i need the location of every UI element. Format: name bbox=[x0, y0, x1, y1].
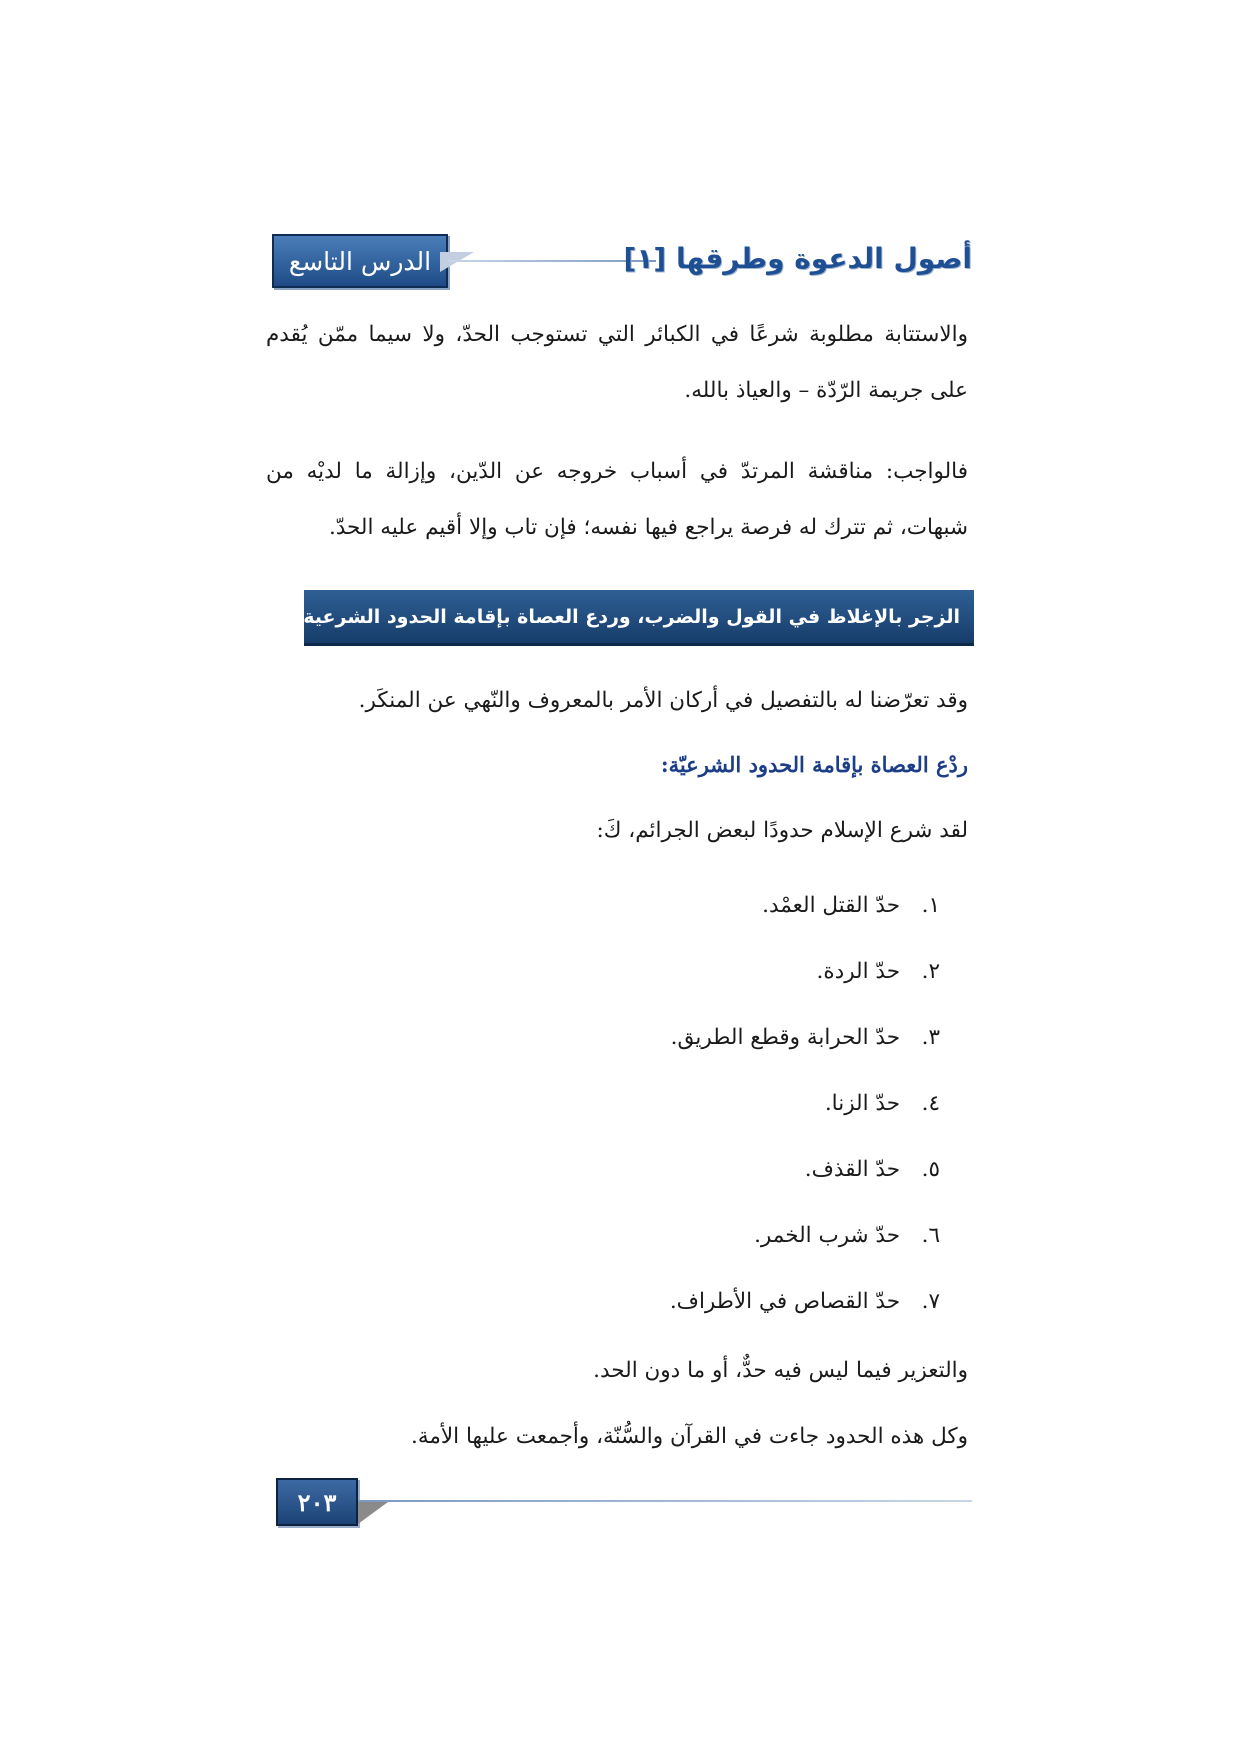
list-text: حدّ الزنا. bbox=[824, 1091, 900, 1116]
list-number: ٧. bbox=[921, 1289, 940, 1314]
list-text: حدّ القصاص في الأطراف. bbox=[669, 1289, 900, 1314]
paragraph-wajib: فالواجب: مناقشة المرتدّ في أسباب خروجه عن الدّين، وإزالة ما لديْه من شبهات، ثم تترك له فرصة يراجع فيها نفسه؛ فإن تاب وإلا أقيم عليه الحدّ. bbox=[266, 459, 968, 540]
page-number: ٢٠٣ bbox=[276, 1478, 358, 1526]
section-banner: الزجر بالإغلاظ في القول والضرب، وردع العصاة بإقامة الحدود الشرعية bbox=[304, 590, 974, 646]
paragraph-istitaba: والاستتابة مطلوبة شرعًا في الكبائر التي تستوجب الحدّ، ولا سيما ممّن يُقدم على جريمة الرّدّة – والعياذ بالله. bbox=[266, 322, 968, 403]
list-item bbox=[340, 1150, 940, 1216]
book-title: أصول الدعوة وطرقها [١] bbox=[623, 242, 972, 275]
list-item bbox=[340, 952, 940, 1018]
law-line: لقد شرع الإسلام حدودًا لبعض الجرائم، كَ: bbox=[596, 818, 968, 843]
list-item bbox=[340, 1216, 940, 1282]
tazir-line: والتعزير فيما ليس فيه حدٌّ، أو ما دون الحد. bbox=[593, 1358, 968, 1383]
list-number: ١. bbox=[921, 893, 940, 918]
footer-decoration bbox=[358, 1502, 388, 1524]
list-number: ٥. bbox=[921, 1157, 940, 1182]
list-number: ٣. bbox=[921, 1025, 940, 1050]
list-item bbox=[340, 1084, 940, 1150]
list-text: حدّ القذف. bbox=[804, 1157, 900, 1182]
list-number: ٤. bbox=[921, 1091, 940, 1116]
list-number: ٦. bbox=[921, 1223, 940, 1248]
list-text: حدّ الردة. bbox=[816, 959, 900, 984]
subheading: ردْع العصاة بإقامة الحدود الشرعيّة: bbox=[660, 752, 968, 777]
list-number: ٢. bbox=[921, 959, 940, 984]
lesson-badge: الدرس التاسع bbox=[272, 234, 448, 288]
page-header bbox=[268, 234, 972, 288]
list-text: حدّ شرب الخمر. bbox=[754, 1223, 900, 1248]
header-decoration bbox=[440, 252, 474, 272]
list-item bbox=[340, 1282, 940, 1348]
page-footer bbox=[276, 1478, 972, 1528]
list-item bbox=[340, 886, 940, 952]
closing-line: وكل هذه الحدود جاءت في القرآن والسُّنّة، وأجمعت عليها الأمة. bbox=[411, 1424, 968, 1449]
footer-rule bbox=[358, 1500, 972, 1502]
hudud-list bbox=[340, 886, 940, 1348]
list-text: حدّ الحرابة وقطع الطريق. bbox=[670, 1025, 900, 1050]
list-item bbox=[340, 1018, 940, 1084]
list-text: حدّ القتل العمْد. bbox=[762, 893, 900, 918]
intro-line: وقد تعرّضنا له بالتفصيل في أركان الأمر بالمعروف والنّهي عن المنكَر. bbox=[358, 688, 968, 713]
